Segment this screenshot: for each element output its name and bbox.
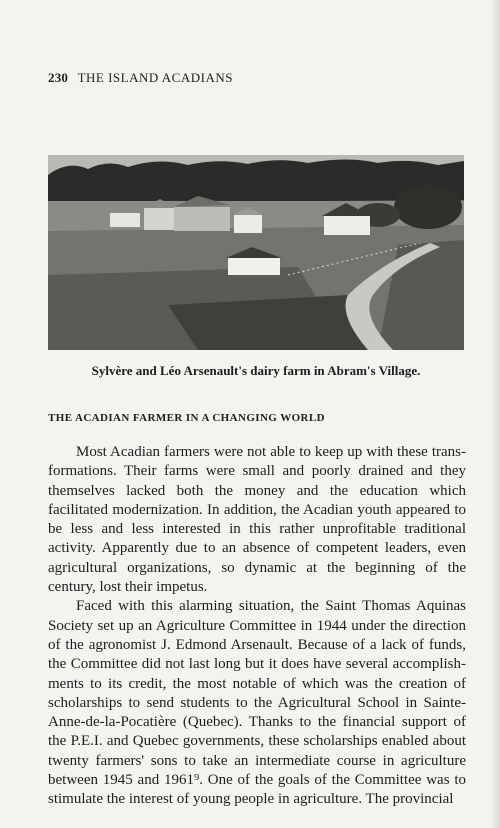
farm-photograph — [48, 155, 464, 350]
running-header — [48, 70, 233, 86]
book-title: THE ISLAND ACADIANS — [77, 70, 233, 85]
body-text — [48, 443, 466, 810]
page-number: 230 — [48, 70, 69, 85]
figure-caption: Sylvère and Léo Arsenault's dairy farm in Abram's Village. — [91, 363, 421, 378]
page-edge-shadow — [490, 0, 500, 828]
paragraph-2: Faced with this alarming situation, the Saint Thomas Aquinas Society set up an Agriculture Committee in 1944 under the direction of the agronomist J. Edmond Arsenault. Because of a lack of funds, the Committee did not last long but it does have several accomplishments to its credit, the most notable of which was the creation of scholarships to send students to the Agricultural School in Sainte-Anne-de-la-Pocatière (Quebec). Thanks to the financial support of the P.E.I. and Quebec governments, these scholarships enabled about twenty farmers' sons to take an intermediate course in agriculture between 1945 and 1961⁹. One of the goals of the Committee was to stimulate the interest of young people in agriculture. The provincial — [48, 598, 466, 808]
paragraph-1: Most Acadian farmers were not able to keep up with these transformations. Their farms were small and poorly drained and they themselves lacked both the money and the education which facilitated modernization. In addition, the Acadian youth appeared to be less and less interested in this rather unprofitable traditional activity. Apparently due to an absence of competent leaders, even agricultural organizations, so dynamic at the beginning of the century, lost their impetus. — [48, 444, 466, 596]
section-heading: THE ACADIAN FARMER IN A CHANGING WORLD — [48, 412, 325, 424]
